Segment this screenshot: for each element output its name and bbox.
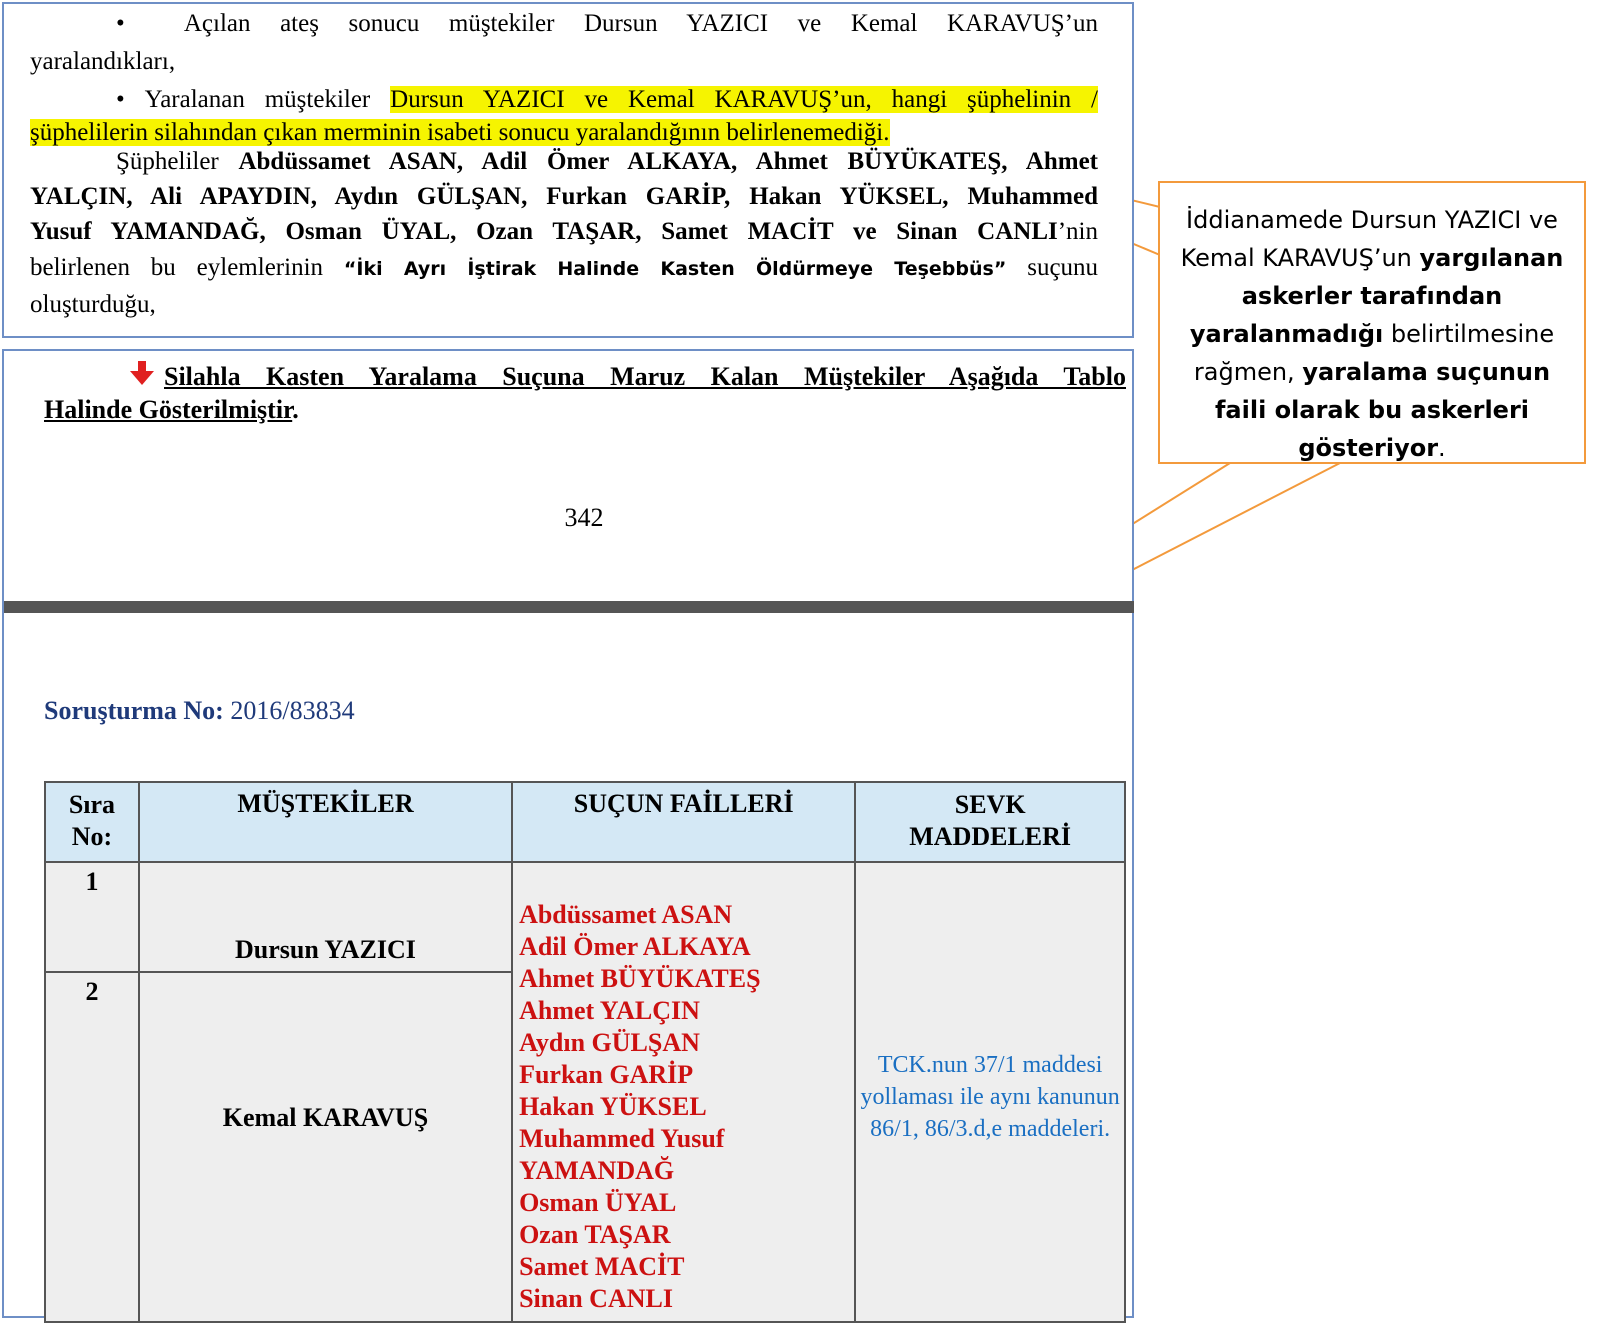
investigation-value: 2016/83834 (230, 696, 355, 725)
heading-text-1: Silahla Kasten Yaralama Suçuna Maruz Kalan Müştekiler Aşağıda Tablo (164, 362, 1126, 391)
callout-text-3: . (1438, 434, 1446, 462)
plaintiff-2: Kemal KARAVUŞ (139, 972, 512, 1322)
sevk-maddeleri-text: TCK.nun 37/1 maddesi yollaması ile aynı kanunun 86/1, 86/3.d,e maddeleri. (860, 1052, 1120, 1142)
bottom-document-excerpt (2, 349, 1134, 1318)
header-failler: SUÇUN FAİLLERİ (512, 782, 855, 862)
perpetrator-name: Ahmet YALÇIN (519, 996, 700, 1025)
callout-bold-1: yargılanan askerler tarafından yaralanmadığı (1189, 244, 1564, 348)
header-sira-text: Sıra No: (68, 790, 116, 851)
perpetrator-name: Osman ÜYAL (519, 1188, 677, 1217)
table-heading-line-2 (44, 393, 299, 427)
row-number-2: 2 (45, 972, 139, 1322)
header-mustekiler: MÜŞTEKİLER (139, 782, 512, 862)
bullet1-text: Açılan ateş sonucu müştekiler Dursun YAZICI ve Kemal KARAVUŞ’un (183, 10, 1098, 37)
suspects-prefix: Şüpheliler (116, 148, 219, 175)
header-sevk (855, 782, 1125, 862)
perpetrator-list (519, 899, 848, 1315)
plaintiff-table (44, 781, 1126, 1323)
arrow-down-icon (128, 359, 156, 387)
perpetrator-name: Aydın GÜLŞAN (519, 1028, 700, 1057)
table-row (45, 862, 1125, 972)
page-number: 342 (564, 503, 604, 532)
perpetrators-cell (512, 862, 855, 1322)
perpetrator-name: Ozan TAŞAR (519, 1220, 671, 1249)
plaintiff-1: Dursun YAZICI (139, 862, 512, 972)
heading-period: . (292, 395, 299, 424)
perpetrator-name: Sinan CANLI (519, 1284, 673, 1313)
header-sevk-text: SEVK MADDELERİ (909, 790, 1072, 851)
investigation-number (44, 696, 355, 726)
bullet-line-1 (30, 7, 1098, 40)
bullet-dot: • (116, 86, 145, 113)
perpetrator-name: Muhammed Yusuf (519, 1124, 725, 1153)
charge-suffix: suçunu (1027, 254, 1099, 281)
top-document-excerpt (2, 2, 1134, 338)
row-number-1: 1 (45, 862, 139, 972)
highlighted-text-1: Dursun YAZICI ve Kemal KARAVUŞ’un, hangi şüphelinin / (390, 86, 1099, 113)
suspects-suffix: ’nin (1057, 218, 1098, 245)
charge-name: “İki Ayrı İştirak Halinde Kasten Öldürmeye Teşebbüs” (343, 258, 1007, 280)
bullet-dot: • (116, 10, 184, 37)
suspects-names-2: YALÇIN, Ali APAYDIN, Aydın GÜLŞAN, Furkan GARİP, Hakan YÜKSEL, Muhammed (30, 183, 1098, 210)
bullet2-prefix: Yaralanan müştekiler (144, 86, 371, 113)
suspects-names-3: Yusuf YAMANDAĞ, Osman ÜYAL, Ozan TAŞAR, Samet MACİT ve Sinan CANLI (30, 218, 1058, 245)
perpetrator-name: Adil Ömer ALKAYA (519, 932, 751, 961)
perpetrator-name: Samet MACİT (519, 1252, 685, 1281)
suspects-line-1 (30, 145, 1098, 178)
perpetrator-name: Abdüssamet ASAN (519, 900, 733, 929)
suspects-line-3 (30, 215, 1098, 248)
callout-bold-2: yaralama suçunun faili olarak bu askerleri gösteriyor (1214, 358, 1551, 462)
charge-prefix: belirlenen bu eylemlerinin (30, 254, 324, 281)
table-heading-line-1 (44, 359, 1126, 394)
charge-line (30, 251, 1098, 286)
bullet1-continuation: yaralandıkları, (30, 48, 176, 75)
sevk-cell (855, 862, 1125, 1322)
callout-text-1: İddianamede Dursun YAZICI ve Kemal KARAVUŞ’un (1180, 206, 1558, 272)
page-divider (4, 601, 1134, 613)
heading-text-2: Halinde Gösterilmiştir (44, 395, 293, 424)
bullet-line-2 (30, 83, 1098, 116)
charge-continuation: oluşturduğu, (30, 291, 156, 318)
header-sira (45, 782, 139, 862)
annotation-callout (1158, 181, 1586, 464)
perpetrator-name: YAMANDAĞ (519, 1156, 675, 1185)
callout-text-2: belirtilmesine rağmen, (1193, 320, 1555, 386)
suspects-names-1: Abdüssamet ASAN, Adil Ömer ALKAYA, Ahmet BÜYÜKATEŞ, Ahmet (238, 148, 1098, 175)
perpetrator-name: Ahmet BÜYÜKATEŞ (519, 964, 761, 993)
investigation-label: Soruşturma No: (44, 696, 224, 725)
highlighted-text-2: şüphelilerin silahından çıkan merminin isabeti sonucu yaralandığının belirlenemediği. (30, 119, 890, 146)
table-header-row (45, 782, 1125, 862)
perpetrator-name: Furkan GARİP (519, 1060, 694, 1089)
perpetrator-name: Hakan YÜKSEL (519, 1092, 707, 1121)
